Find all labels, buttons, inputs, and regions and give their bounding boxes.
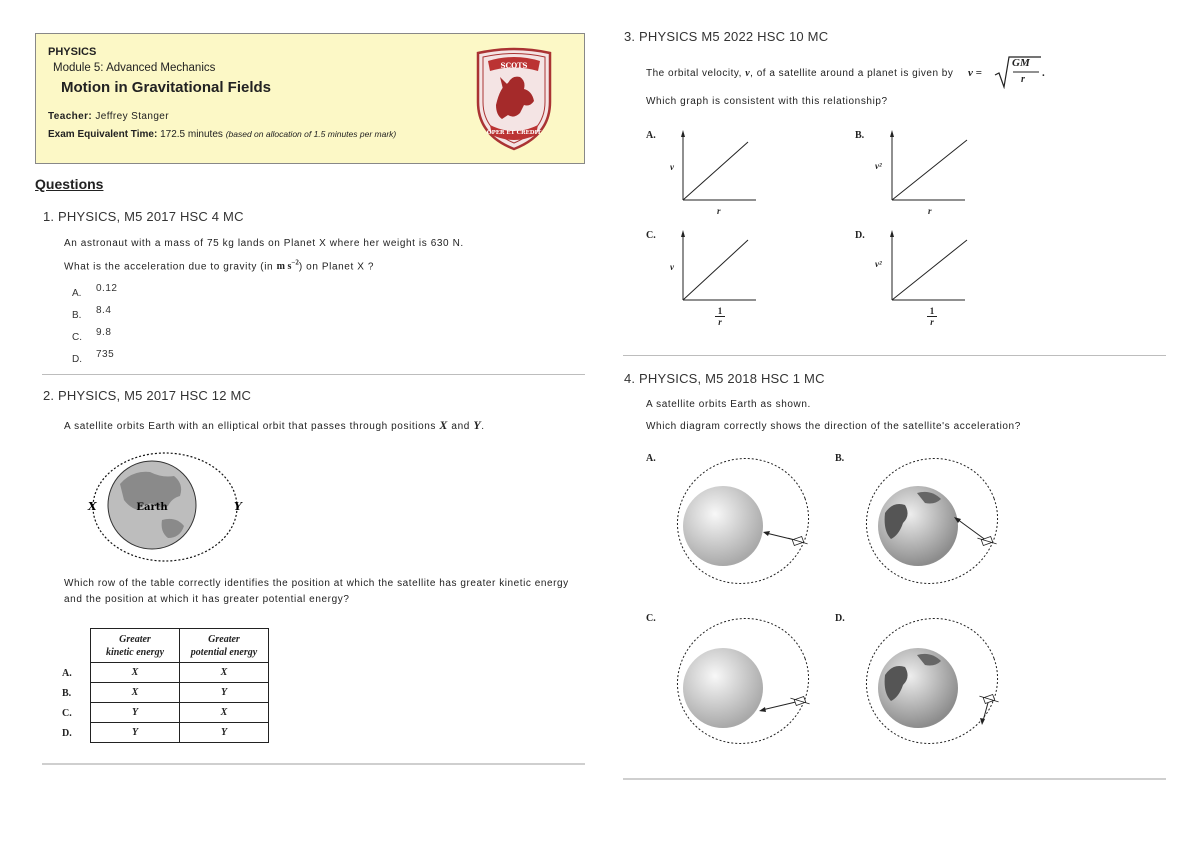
graph-axes-line [676, 128, 766, 206]
orbit-diagram [666, 453, 816, 593]
time-line [48, 129, 396, 140]
header-line: Greater [208, 633, 240, 645]
graph-ylabel: v² [875, 161, 882, 171]
position-y-label: Y [234, 500, 242, 513]
q2-text-end: . [481, 421, 485, 432]
teacher-line [48, 111, 169, 122]
satellite-icon [979, 691, 998, 708]
table-cell: X [180, 663, 269, 683]
option-value: 0.12 [96, 283, 118, 294]
questions-heading: Questions [35, 176, 104, 192]
graph-axes-line [676, 228, 766, 304]
formula-end: . [1042, 67, 1045, 79]
q3-text-1b: , of a satellite around a planet is given by [750, 68, 954, 79]
q3-text-1a: The orbital velocity, [646, 68, 742, 79]
graph-xlabel: r [928, 206, 932, 216]
graph-letter: A. [646, 130, 656, 141]
q1-option-d[interactable] [72, 349, 115, 367]
q1-text-2b: ) on Planet X ? [298, 261, 375, 273]
q2-text-3: and the position at which it has greater potential energy? [64, 594, 350, 605]
earth-label: Earth [136, 502, 168, 513]
q2-var-y: Y [473, 418, 482, 432]
fraction-denominator: r [930, 317, 934, 327]
option-value: 9.8 [96, 327, 112, 338]
graph-a[interactable] [646, 128, 766, 218]
graph-ylabel: v² [875, 259, 882, 269]
q1-option-b[interactable] [72, 305, 112, 323]
table-row[interactable] [91, 723, 269, 743]
formula-numerator: GM [1012, 57, 1030, 69]
q3-text-2: Which graph is consistent with this relationship? [646, 96, 888, 107]
table-cell: X [91, 683, 180, 703]
diagram-c[interactable] [646, 613, 816, 753]
row-letter-b: B. [62, 688, 72, 699]
subject-label: PHYSICS [48, 46, 97, 58]
table-cell: Y [91, 723, 180, 743]
time-note: (based on allocation of 1.5 minutes per mark) [225, 129, 397, 139]
satellite-icon [977, 533, 996, 550]
q3-text-1 [646, 68, 953, 79]
table-header-potential [180, 629, 269, 663]
teacher-label: Teacher: [48, 111, 93, 122]
orbit-diagram [855, 453, 1005, 593]
teacher-name: Jeffrey Stanger [95, 111, 169, 122]
graph-xlabel: r [717, 206, 721, 216]
diagram-d[interactable] [835, 613, 1005, 753]
row-letter-d: D. [62, 728, 72, 739]
table-row[interactable] [91, 683, 269, 703]
header-box [35, 33, 585, 164]
graph-letter: D. [855, 230, 865, 241]
graph-axes-line [885, 128, 975, 206]
header-line: potential energy [190, 646, 258, 658]
q1-unit-base: m s [276, 261, 292, 273]
q1-option-c[interactable] [72, 327, 112, 345]
q3-divider [623, 355, 1166, 356]
graph-c[interactable] [646, 228, 766, 338]
table-row[interactable] [91, 663, 269, 683]
q4-text-2: Which diagram correctly shows the direction of the satellite's acceleration? [646, 421, 1021, 432]
option-letter: D. [72, 354, 82, 365]
q1-text-2 [64, 259, 374, 272]
diagram-b[interactable] [835, 453, 1005, 593]
crest-name-text: SCOTS [500, 61, 528, 70]
time-label: Exam Equivalent Time: [48, 129, 158, 140]
fraction-numerator: 1 [927, 306, 937, 317]
energy-table [90, 628, 269, 743]
q2-text-1a: A satellite orbits Earth with an elliptical orbit that passes through positions [64, 421, 437, 432]
graph-letter: B. [855, 130, 865, 141]
fraction-denominator: r [718, 317, 722, 327]
graph-axes-line [885, 228, 975, 304]
diagram-letter: D. [835, 613, 845, 624]
q4-title: 4. PHYSICS, M5 2018 HSC 1 MC [624, 371, 825, 386]
table-cell: Y [180, 683, 269, 703]
position-x-label: X [88, 500, 97, 513]
crest-motto-text: OPER ET CREDIT [486, 130, 542, 136]
time-value: 172.5 minutes [160, 129, 223, 140]
option-letter: A. [72, 288, 82, 299]
earth-orbit-diagram [80, 450, 250, 570]
diagram-letter: A. [646, 453, 656, 464]
option-letter: C. [72, 332, 82, 343]
diagram-letter: B. [835, 453, 845, 464]
option-letter: B. [72, 310, 82, 321]
option-value: 735 [96, 349, 115, 360]
q4-divider [623, 778, 1166, 780]
diagram-letter: C. [646, 613, 656, 624]
table-cell: X [180, 703, 269, 723]
q1-text-2a: What is the acceleration due to gravity (in [64, 261, 274, 273]
q4-text-1: A satellite orbits Earth as shown. [646, 399, 811, 410]
q1-text-1: An astronaut with a mass of 75 kg lands on Planet X where her weight is 630 N. [64, 238, 464, 249]
topic-title: Motion in Gravitational Fields [61, 79, 272, 96]
q1-unit-exp: −2 [291, 259, 299, 267]
q1-title: 1. PHYSICS, M5 2017 HSC 4 MC [43, 209, 244, 224]
q3-title: 3. PHYSICS M5 2022 HSC 10 MC [624, 29, 829, 44]
q2-divider [42, 763, 585, 765]
q2-var-x: X [439, 418, 449, 432]
table-cell: Y [91, 703, 180, 723]
q2-text-2: Which row of the table correctly identifies the position at which the satellite has greater kinetic energy [64, 578, 569, 589]
satellite-icon [788, 533, 807, 550]
q2-answer-table [62, 628, 269, 743]
q1-divider [42, 374, 585, 375]
table-row[interactable] [91, 703, 269, 723]
school-crest-logo [474, 47, 554, 152]
q1-unit [277, 261, 299, 272]
orbit-diagram [666, 613, 816, 753]
diagram-a[interactable] [646, 453, 816, 593]
graph-b[interactable] [855, 128, 975, 218]
graph-letter: C. [646, 230, 656, 241]
q2-title: 2. PHYSICS, M5 2017 HSC 12 MC [43, 388, 252, 403]
graph-d[interactable] [855, 228, 975, 338]
table-cell: Y [180, 723, 269, 743]
q3-var-v: v [745, 68, 751, 79]
q2-text-and: and [451, 421, 470, 432]
option-value: 8.4 [96, 305, 112, 316]
formula-lhs: v = [968, 67, 982, 79]
header-line: Greater [119, 633, 151, 645]
formula-denominator: r [1021, 74, 1025, 85]
orbit-diagram [855, 613, 1005, 753]
graph-ylabel: v [670, 262, 674, 272]
q2-text-1 [64, 418, 485, 433]
header-line: kinetic energy [105, 646, 165, 658]
row-letter-c: C. [62, 708, 72, 719]
planet-icon [683, 648, 763, 728]
table-cell: X [91, 663, 180, 683]
module-label: Module 5: Advanced Mechanics [53, 62, 216, 74]
graph-xlabel-fraction [715, 306, 725, 327]
graph-ylabel: v [670, 162, 674, 172]
graph-xlabel-fraction [927, 306, 937, 327]
orbital-velocity-formula [968, 55, 1048, 89]
q1-option-a[interactable] [72, 283, 118, 301]
fraction-numerator: 1 [715, 306, 725, 317]
table-header-kinetic [91, 629, 180, 663]
planet-icon [683, 486, 763, 566]
row-letter-a: A. [62, 668, 72, 679]
